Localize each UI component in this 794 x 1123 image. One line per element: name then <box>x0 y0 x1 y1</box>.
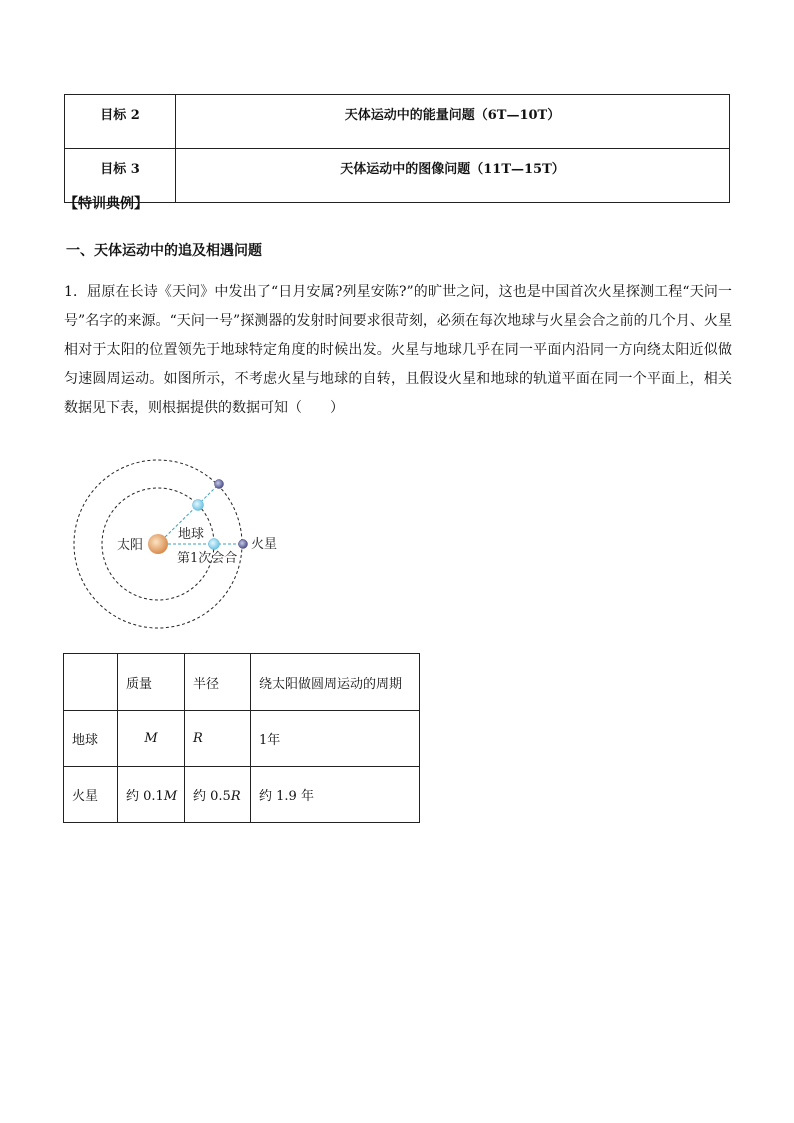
mass-var: M <box>163 789 178 804</box>
table-header-row <box>64 654 420 711</box>
goal-label: 目标 3 <box>65 149 176 203</box>
goal-desc: 天体运动中的能量问题（6T—10T） <box>176 95 730 149</box>
radius-cell: R <box>185 711 251 767</box>
header-cell: 质量 <box>118 654 185 711</box>
header-cell <box>64 654 118 711</box>
earth-icon <box>193 500 204 511</box>
goal-desc: 天体运动中的图像问题（11T—15T） <box>176 149 730 203</box>
row-name: 火星 <box>64 767 118 823</box>
mass-cell: M <box>118 711 185 767</box>
conjunction-label: 第1次会合 <box>177 551 238 566</box>
planet-data-table <box>63 653 420 823</box>
radius-cell <box>185 767 251 823</box>
sun-label: 太阳 <box>117 538 144 553</box>
mars-icon <box>239 540 248 549</box>
goals-table <box>64 94 730 203</box>
header-cell: 绕太阳做圆周运动的周期 <box>251 654 420 711</box>
radius-var: R <box>230 789 241 804</box>
mars-label: 火星 <box>251 537 278 552</box>
period-cell: 约 1.9 年 <box>251 767 420 823</box>
mars-icon <box>215 480 224 489</box>
row-name: 地球 <box>64 711 118 767</box>
goal-label: 目标 2 <box>65 95 176 149</box>
goal-row <box>65 149 730 203</box>
earth-label: 地球 <box>178 527 205 542</box>
table-row <box>64 711 420 767</box>
period-cell: 1年 <box>251 711 420 767</box>
section-bracket: 【特训典例】 <box>64 196 148 212</box>
section-heading: 一、天体运动中的追及相遇问题 <box>66 243 262 259</box>
sun-icon <box>148 534 168 554</box>
table-row <box>64 767 420 823</box>
goal-row <box>65 95 730 149</box>
orbit-diagram <box>60 455 300 635</box>
radius-prefix: 约 0.5 <box>193 789 231 804</box>
mass-prefix: 约 0.1 <box>126 789 164 804</box>
earth-icon <box>209 539 220 550</box>
mass-cell <box>118 767 185 823</box>
question-text: 1．屈原在长诗《天问》中发出了“日月安属?列星安陈?”的旷世之问，这也是中国首次火星探测工程“天问一号”名字的来源。“天问一号”探测器的发射时间要求很苛刻，必须在每次地球与火星会合之前的几个月、火星相对于太阳的位置领先于地球特定角度的时候出发。火星与地球几乎在同一平面内沿同一方向绕太阳近似做匀速圆周运动。如图所示，不考虑火星与地球的自转，且假设火星和地球的轨道平面在同一个平面上，相关数据见下表，则根据提供的数据可知（ ） <box>64 284 732 416</box>
header-cell: 半径 <box>185 654 251 711</box>
